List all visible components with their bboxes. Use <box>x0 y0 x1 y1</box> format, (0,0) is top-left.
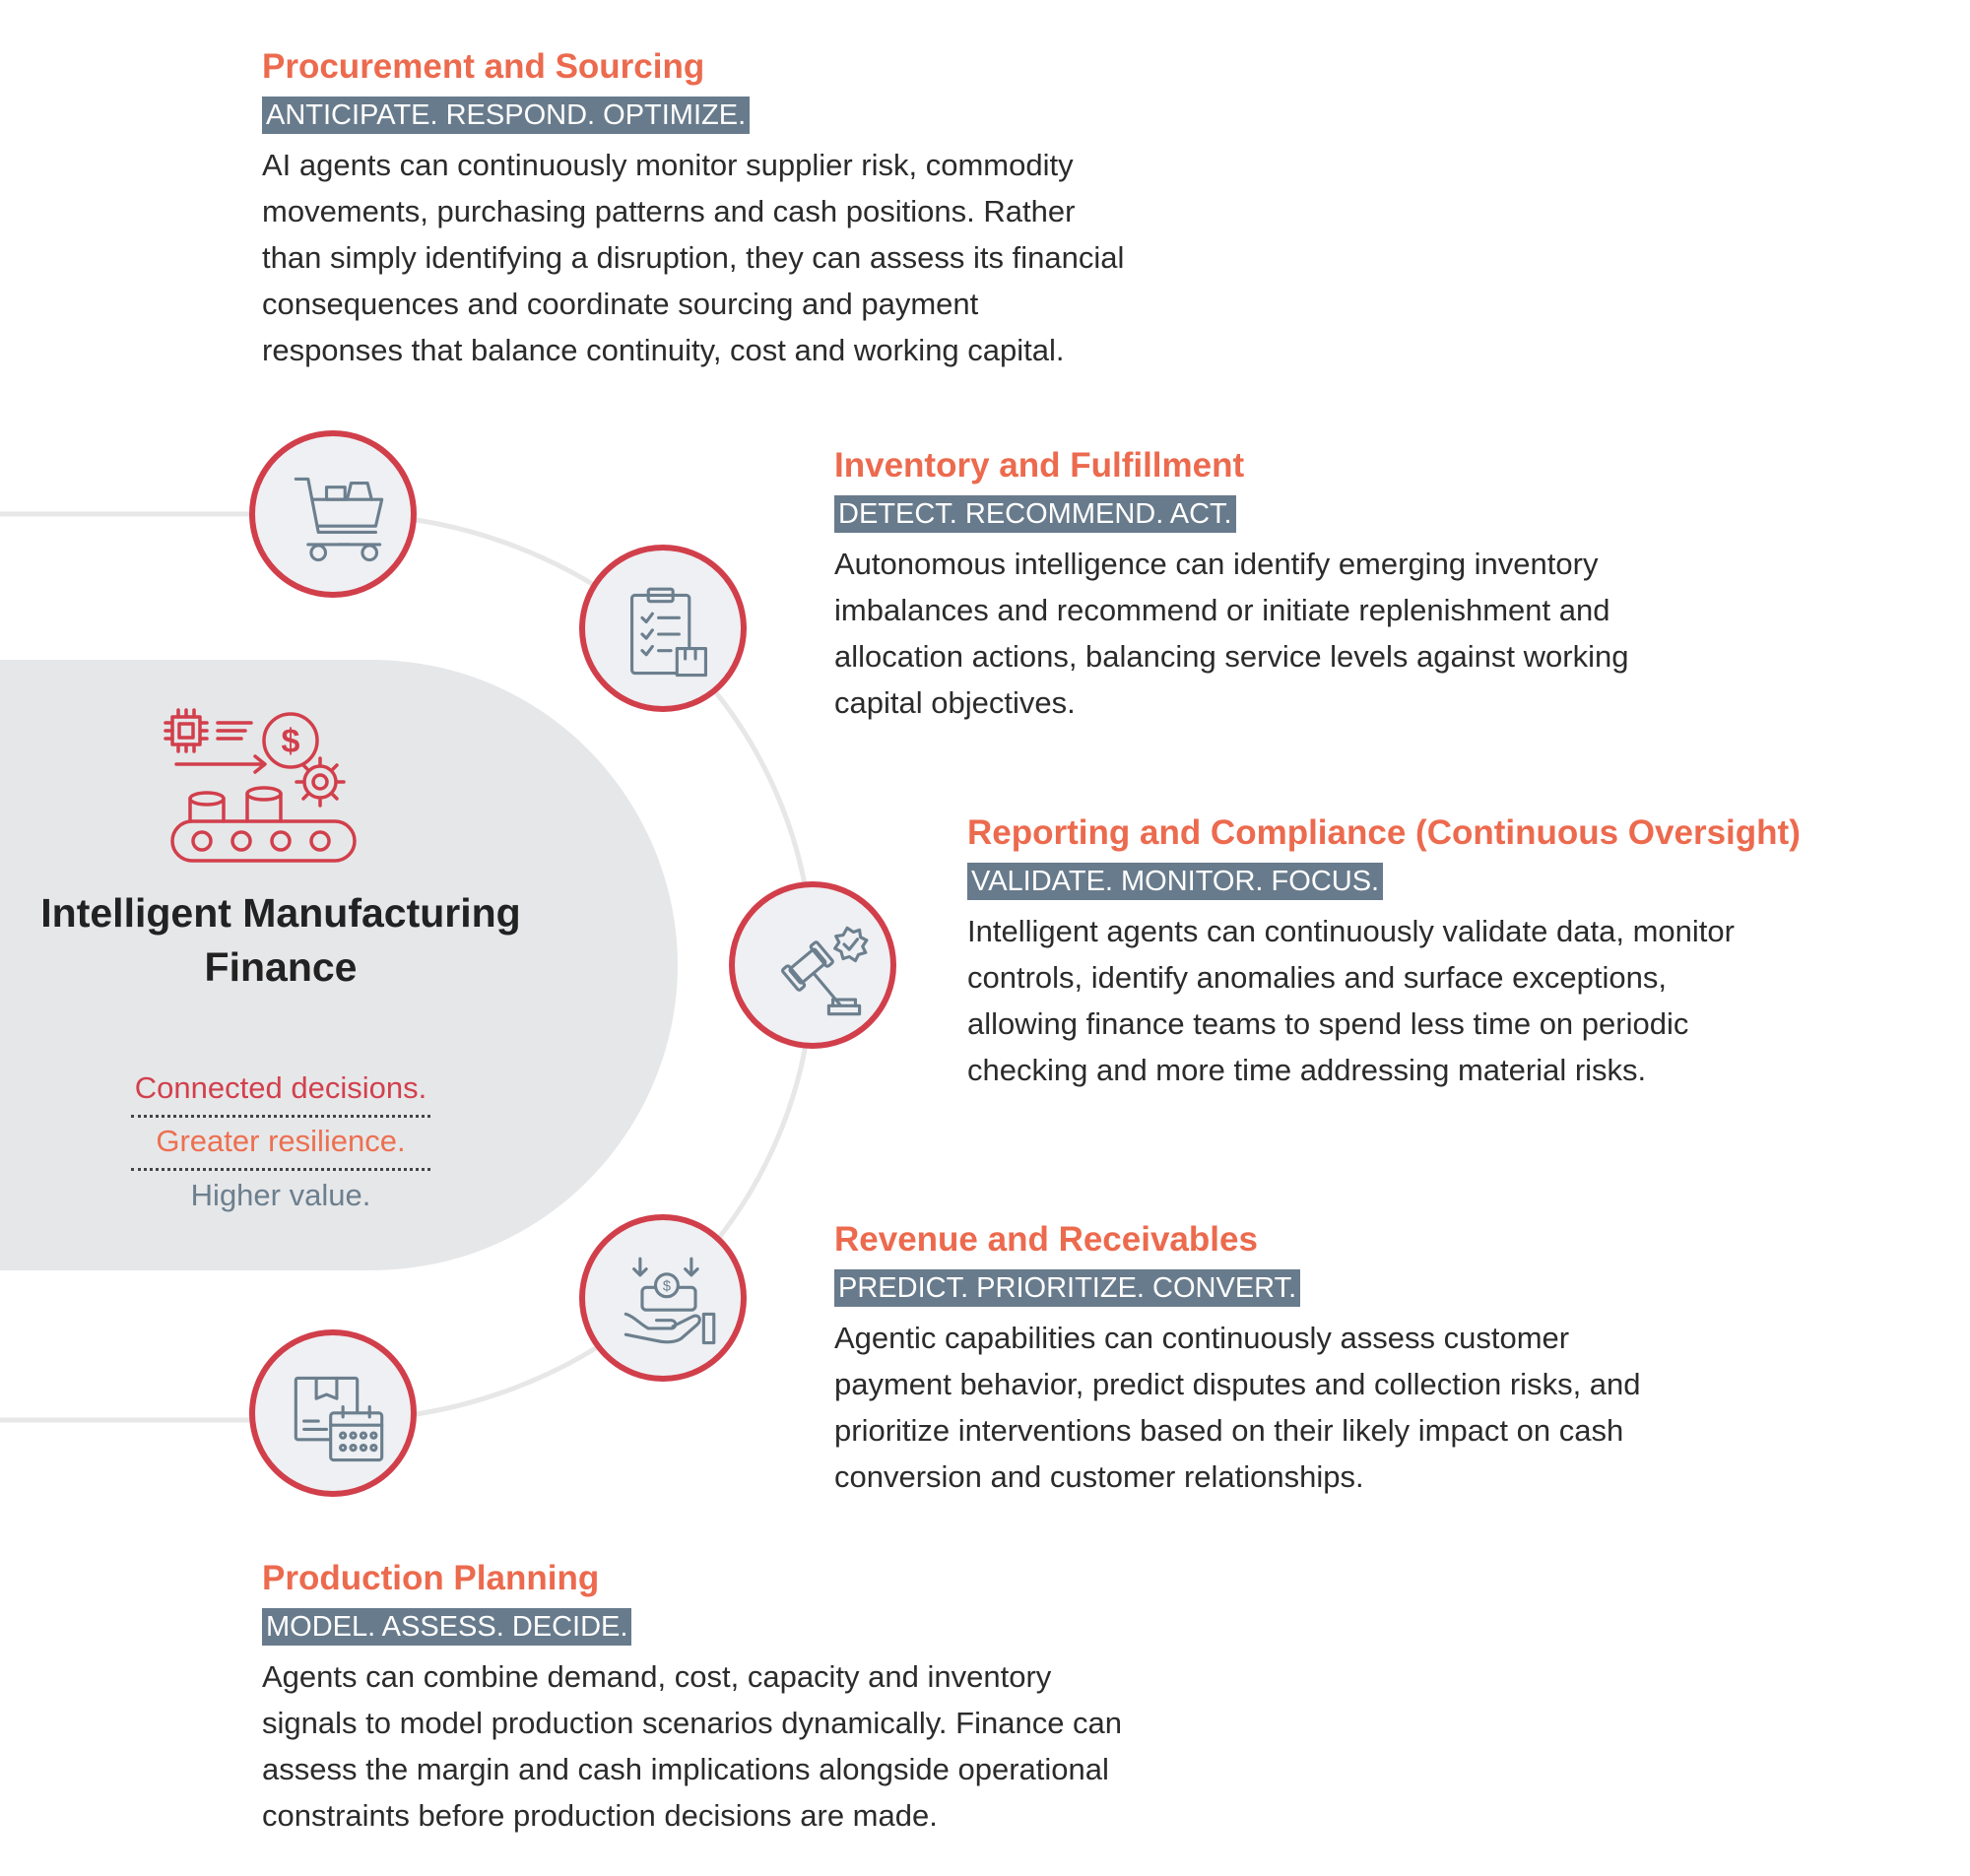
section-tag: DETECT. RECOMMEND. ACT. <box>834 495 1236 533</box>
section-reporting <box>967 810 1801 1093</box>
section-body: Agents can combine demand, cost, capacity and inventory signals to model production scenarios dynamically. Finance can assess the margin and cash implications alongside operational constraints before production decisions are made. <box>262 1659 1123 1833</box>
hub-divider <box>131 1168 430 1171</box>
section-inventory <box>834 443 1628 726</box>
section-procurement <box>262 44 1124 373</box>
section-tag: PREDICT. PRIORITIZE. CONVERT. <box>834 1269 1300 1307</box>
clipboard-checklist-icon <box>618 583 720 685</box>
node-inventory <box>579 545 747 712</box>
hub-divider <box>131 1115 430 1118</box>
section-title: Inventory and Fulfillment <box>834 446 1245 485</box>
section-revenue <box>834 1217 1641 1500</box>
svg-text:$: $ <box>662 1278 671 1295</box>
section-title: Procurement and Sourcing <box>262 47 705 86</box>
section-title: Reporting and Compliance (Continuous Oversight) <box>967 813 1801 852</box>
node-production <box>249 1329 417 1497</box>
section-body: AI agents can continuously monitor supplier risk, commodity movements, purchasing patterns and cash positions. Rather than simply identifying a disruption, they can assess its financial consequences and coordinate sourcing and payment responses that balance continuity, cost and working capital. <box>262 148 1125 367</box>
section-title: Revenue and Receivables <box>834 1220 1258 1259</box>
hub-tagline-resilience: Greater resilience. <box>156 1124 406 1158</box>
node-reporting <box>729 881 896 1049</box>
section-body: Agentic capabilities can continuously assess customer payment behavior, predict disputes and collection risks, and prioritize interventions based on their likely impact on cash conversion and customer relationships. <box>834 1321 1641 1494</box>
section-tag: ANTICIPATE. RESPOND. OPTIMIZE. <box>262 97 750 134</box>
section-tag: MODEL. ASSESS. DECIDE. <box>262 1608 631 1646</box>
shopping-cart-icon <box>288 469 390 571</box>
section-title: Production Planning <box>262 1559 600 1597</box>
section-tag: VALIDATE. MONITOR. FOCUS. <box>967 863 1383 900</box>
gavel-compliance-icon <box>767 920 870 1022</box>
section-body: Autonomous intelligence can identify emerging inventory imbalances and recommend or initiate replenishment and allocation actions, balancing service levels against working capital objectives. <box>834 547 1629 720</box>
hub-title: Intelligent Manufacturing Finance <box>40 890 521 990</box>
hub-tagline-connected: Connected decisions. <box>134 1070 427 1105</box>
manufacturing-finance-icon <box>163 707 364 870</box>
node-procurement <box>249 430 417 598</box>
hub-tagline-value: Higher value. <box>190 1178 371 1212</box>
node-revenue <box>579 1214 747 1382</box>
box-calendar-icon <box>288 1368 390 1470</box>
svg-text:$: $ <box>281 723 300 760</box>
section-production <box>262 1556 1122 1839</box>
hand-receiving-money-icon <box>618 1253 720 1355</box>
section-body: Intelligent agents can continuously validate data, monitor controls, identify anomalies and surface exceptions, allowing finance teams to spend less time on periodic checking and more time addressing material risks. <box>967 914 1735 1087</box>
